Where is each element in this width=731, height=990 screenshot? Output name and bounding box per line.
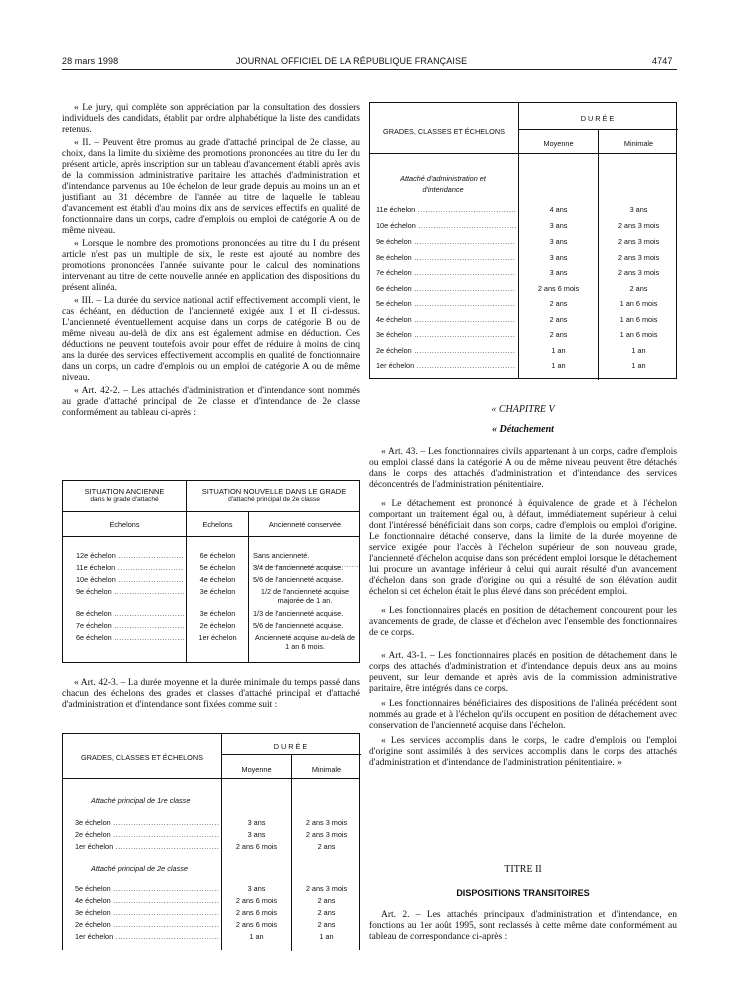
paragraph: « Les fonctionnaires placés en position de détachement concourent pour les avancements de grade, de classe et d'échelon avec l'ensemble des fonctionnaires de ce corps.	[369, 606, 677, 638]
col-header-duree: DURÉE	[580, 114, 617, 123]
table-cell: 2 ans 3 mois	[617, 221, 660, 230]
section-label: Attaché d'administration et d'intendance	[400, 174, 486, 194]
col-header-echelons: Echelons	[109, 520, 140, 529]
table-cell: 2 ans	[629, 284, 648, 293]
left-column-text-2	[62, 678, 360, 713]
paragraph: « II. – Peuvent être promus au grade d'attaché principal de 2e classe, au choix, dans la limite du sixième des promotions prononcées au titre du Ier du présent article, après inscription sur un tableau d'avancement établi après avis de la commission administrative paritaire les attachés d'administration et d'intendance parvenus au 10e échelon de leur grade depuis au moins un an et justifiant au 31 décembre de l'année au titre de laquelle le tableau d'avancement est établi d'au moins dix ans de services effectifs en qualité de fonctionnaire dans un corps, cadre d'emplois ou emploi de catégorie A ou de même niveau.	[62, 138, 360, 236]
table-cell: 3e échelon	[199, 587, 236, 596]
table-row-label: 8e échelon .....	[76, 609, 184, 618]
table-cell: 2e échelon	[199, 621, 236, 630]
table-cell: 2 ans 3 mois	[617, 253, 660, 262]
table-cell: 2 ans	[317, 842, 336, 851]
paragraph: Art. 2. – Les attachés principaux d'administration et d'intendance, en fonctions au 1er août 1995, sont reclassés à cette même date conformément au tableau de correspondance ci-après :	[369, 910, 677, 942]
reclassification-table	[62, 480, 360, 663]
table-cell: 3 ans	[549, 253, 568, 262]
table-cell: 5/6 de l'ancienneté acquise.	[253, 575, 344, 584]
table-row-label: 1er échelon .....	[376, 361, 516, 370]
table-row-label: 7e échelon .....	[376, 268, 516, 277]
table-row-label: 5e échelon .....	[75, 884, 219, 893]
table-cell: 2 ans 6 mois	[235, 896, 278, 905]
col-header-minimale: Minimale	[623, 139, 654, 148]
table-cell: 1 an 6 mois	[619, 299, 658, 308]
table-row-label: 11e échelon .....	[376, 205, 516, 214]
table-row-label: 3e échelon .....	[376, 330, 516, 339]
table-cell: Ancienneté acquise au-delà de 1 an 6 mois.	[254, 633, 356, 651]
table-cell: 1 an	[319, 932, 334, 941]
table-cell: 2 ans 3 mois	[305, 818, 348, 827]
table-cell: 1 an	[551, 361, 566, 370]
table-row-label: 2e échelon .....	[376, 346, 516, 355]
col-header-minimale: Minimale	[311, 765, 342, 774]
col-header-new: SITUATION NOUVELLE DANS LE GRADE	[201, 487, 347, 496]
header-title: JOURNAL OFFICIEL DE LA RÉPUBLIQUE FRANÇAISE	[236, 56, 468, 66]
table-row-label: 9e échelon .....	[376, 237, 516, 246]
table-cell: 5/6 de l'ancienneté acquise.	[253, 621, 344, 630]
table-row-label: 11e échelon .....	[76, 563, 184, 572]
table-cell: 1/3 de l'ancienneté acquise.	[253, 609, 344, 618]
paragraph: « Le jury, qui complète son appréciation par la consultation des dossiers individuels des candidats, établit par ordre alphabétique la liste des candidats retenus.	[62, 103, 360, 135]
paragraph: « Le détachement est prononcé à équivalence de grade et à l'échelon comportant un traitement égal ou, à défaut, immédiatement supérieur à celui dont l'intéressé bénéficiait dans son corps, cadre d'emplois ou emploi d'origine. Le fonctionnaire détaché conserve, dans la limite de la durée moyenne de service exigée pour l'accès à l'échelon supérieur de son nouveau grade, l'ancienneté d'échelon acquise dans son précédent emploi lorsque le détachement lui procure un avantage inférieur à celui qui aurait résulté d'un avancement d'échelon dans son grade d'origine ou qui a résulté de son élévation audit échelon si cet échelon était le plus élevé dans son précédent emploi.	[369, 499, 677, 597]
header-rule	[62, 69, 677, 70]
table-cell: 2 ans 3 mois	[617, 268, 660, 277]
table-row-label: 3e échelon .....	[75, 818, 219, 827]
paragraph: « Les services accomplis dans le corps, le cadre d'emplois ou l'emploi d'origine sont assimilés à des services accomplis dans le corps des attachés d'administration et d'intendance de l'administration pénitentiaire. »	[369, 736, 677, 768]
table-cell: 2 ans	[549, 315, 568, 324]
table-cell: 3e échelon	[199, 609, 236, 618]
table-cell: 1/2 de l'ancienneté acquise majorée de 1 an.	[260, 587, 350, 605]
table-row-label: 4e échelon .....	[376, 315, 516, 324]
table-row-label: 5e échelon .....	[376, 299, 516, 308]
table-row-label: 6e échelon .....	[376, 284, 516, 293]
paragraph: « Art. 43. – Les fonctionnaires civils appartenant à un corps, cadre d'emplois ou emploi classé dans la catégorie A ou de même niveau peuvent être détachés dans le corps des attachés d'administration et d'intendance des services déconcentrés de l'administration pénitentiaire.	[369, 447, 677, 490]
table-cell: 3 ans	[549, 268, 568, 277]
table-row-label: 9e échelon .....	[76, 587, 184, 596]
table-cell: 1 an 6 mois	[619, 330, 658, 339]
section-label: Attaché principal de 1re classe	[91, 796, 191, 805]
table-cell: 2 ans 6 mois	[537, 284, 580, 293]
col-header-duree: DURÉE	[273, 742, 310, 751]
table-cell: 4 ans	[549, 205, 568, 214]
table-cell: 1 an	[631, 361, 646, 370]
col-header-anciennete: Ancienneté conservée	[268, 520, 342, 529]
table-cell: 2 ans 6 mois	[235, 920, 278, 929]
col-header-grades: GRADES, CLASSES ET ÉCHELONS	[81, 753, 203, 762]
paragraph: « Art. 43-1. – Les fonctionnaires placés en position de détachement dans le corps des attachés d'administration et d'intendance depuis deux ans au moins peuvent, sur leur demande et après avis de la commission administrative paritaire, être intégrés dans ce corps.	[369, 651, 677, 694]
duration-table-attache	[369, 102, 677, 379]
table-row-label: 6e échelon .....	[76, 633, 184, 642]
table-cell: 1 an	[551, 346, 566, 355]
table-cell: 2 ans 3 mois	[617, 237, 660, 246]
header-page: 4747	[652, 56, 673, 66]
titre-label: TITRE II	[504, 864, 542, 875]
table-row-label: 12e échelon .....	[76, 551, 184, 560]
table-cell: 3 ans	[629, 205, 648, 214]
titre-title: DISPOSITIONS TRANSITOIRES	[456, 888, 590, 898]
table-cell: 2 ans	[549, 330, 568, 339]
table-cell: 3 ans	[247, 830, 266, 839]
table-cell: 5e échelon	[199, 563, 236, 572]
table-row-label: 2e échelon .....	[75, 920, 219, 929]
table-cell: 3 ans	[247, 818, 266, 827]
chapter-title: « Détachement	[492, 424, 554, 435]
table-cell: 1er échelon	[198, 633, 237, 642]
col-header-moyenne: Moyenne	[241, 765, 272, 774]
table-cell: 2 ans	[317, 908, 336, 917]
table-cell: 2 ans 6 mois	[235, 908, 278, 917]
table-cell: 2 ans	[549, 299, 568, 308]
table-cell: 2 ans 6 mois	[235, 842, 278, 851]
table-row-label: 4e échelon .....	[75, 896, 219, 905]
article-2	[369, 910, 677, 945]
table-cell: Sans ancienneté. .....	[253, 551, 359, 569]
table-cell: 1 an	[631, 346, 646, 355]
right-column-text	[369, 447, 677, 842]
table-row-label: 1er échelon .....	[75, 932, 219, 941]
paragraph: « III. – La durée du service national actif effectivement accompli vient, le cas échéant, en déduction de l'ancienneté exigée aux I et II ci-dessus. L'ancienneté éventuellement acquise dans un corps de catégorie B ou de même niveau au-delà de dix ans est également admise en déduction. Ces déductions ne peuvent toutefois avoir pour effet de réduire à moins de cinq ans la durée des services effectivement accomplis en qualité de fonctionnaire dans un corps, un cadre d'emplois ou un emploi de catégorie A ou de même niveau.	[62, 296, 360, 383]
table-cell: 3 ans	[549, 237, 568, 246]
table-row-label: 2e échelon .....	[75, 830, 219, 839]
col-header-old-sub: dans le grade d'attaché	[90, 496, 159, 503]
table-row-label: 3e échelon .....	[75, 908, 219, 917]
chapter-label: « CHAPITRE V	[491, 404, 555, 415]
table-row-label: 8e échelon .....	[376, 253, 516, 262]
table-cell: 3 ans	[549, 221, 568, 230]
table-cell: 2 ans 3 mois	[305, 830, 348, 839]
table-row-label: 10e échelon .....	[376, 221, 516, 230]
table-cell: 4e échelon	[199, 575, 236, 584]
col-header-grades: GRADES, CLASSES ET ÉCHELONS	[383, 127, 505, 136]
paragraph: « Art. 42-3. – La durée moyenne et la durée minimale du temps passé dans chacun des échelons des grades et classes d'attaché principal et d'attaché d'administration et d'intendance sont fixées comme suit :	[62, 678, 360, 710]
table-cell: 2 ans	[317, 920, 336, 929]
table-cell: 3/4 de l'ancienneté acquise.	[253, 563, 344, 572]
header-date: 28 mars 1998	[62, 56, 119, 66]
table-cell: 1 an	[249, 932, 264, 941]
table-cell: 6e échelon	[199, 551, 236, 560]
table-row-label: 1er échelon .....	[75, 842, 219, 851]
section-label: Attaché principal de 2e classe	[91, 864, 188, 873]
left-column-text	[62, 103, 360, 473]
col-header-echelons-new: Echelons	[202, 520, 233, 529]
paragraph: « Art. 42-2. – Les attachés d'administration et d'intendance sont nommés au grade d'attaché principal de 2e classe et d'intendance de 2e classe conformément au tableau ci-après :	[62, 386, 360, 418]
paragraph: « Les fonctionnaires bénéficiaires des dispositions de l'alinéa précédent sont nommés au grade et à l'échelon qu'ils occupent en position de détachement avec conservation de l'ancienneté acquise dans l'échelon.	[369, 699, 677, 731]
col-header-new-sub: d'attaché principal de 2e classe	[228, 496, 320, 503]
table-row-label: 10e échelon .....	[76, 575, 184, 584]
table-cell: 3 ans	[247, 884, 266, 893]
duration-table-principal	[62, 733, 360, 950]
table-cell: 1 an 6 mois	[619, 315, 658, 324]
table-cell: 2 ans 3 mois	[305, 884, 348, 893]
table-row-label: 7e échelon .....	[76, 621, 184, 630]
col-header-old: SITUATION ANCIENNE	[84, 487, 165, 496]
col-header-moyenne: Moyenne	[543, 139, 574, 148]
paragraph: « Lorsque le nombre des promotions prononcées au titre du I du présent article n'est pas un multiple de six, le reste est ajouté au nombre des promotions prononcées l'année suivante pour le calcul des nominations intervenant au titre de cette nouvelle année en application des dispositions du présent alinéa.	[62, 239, 360, 293]
table-cell: 2 ans	[317, 896, 336, 905]
